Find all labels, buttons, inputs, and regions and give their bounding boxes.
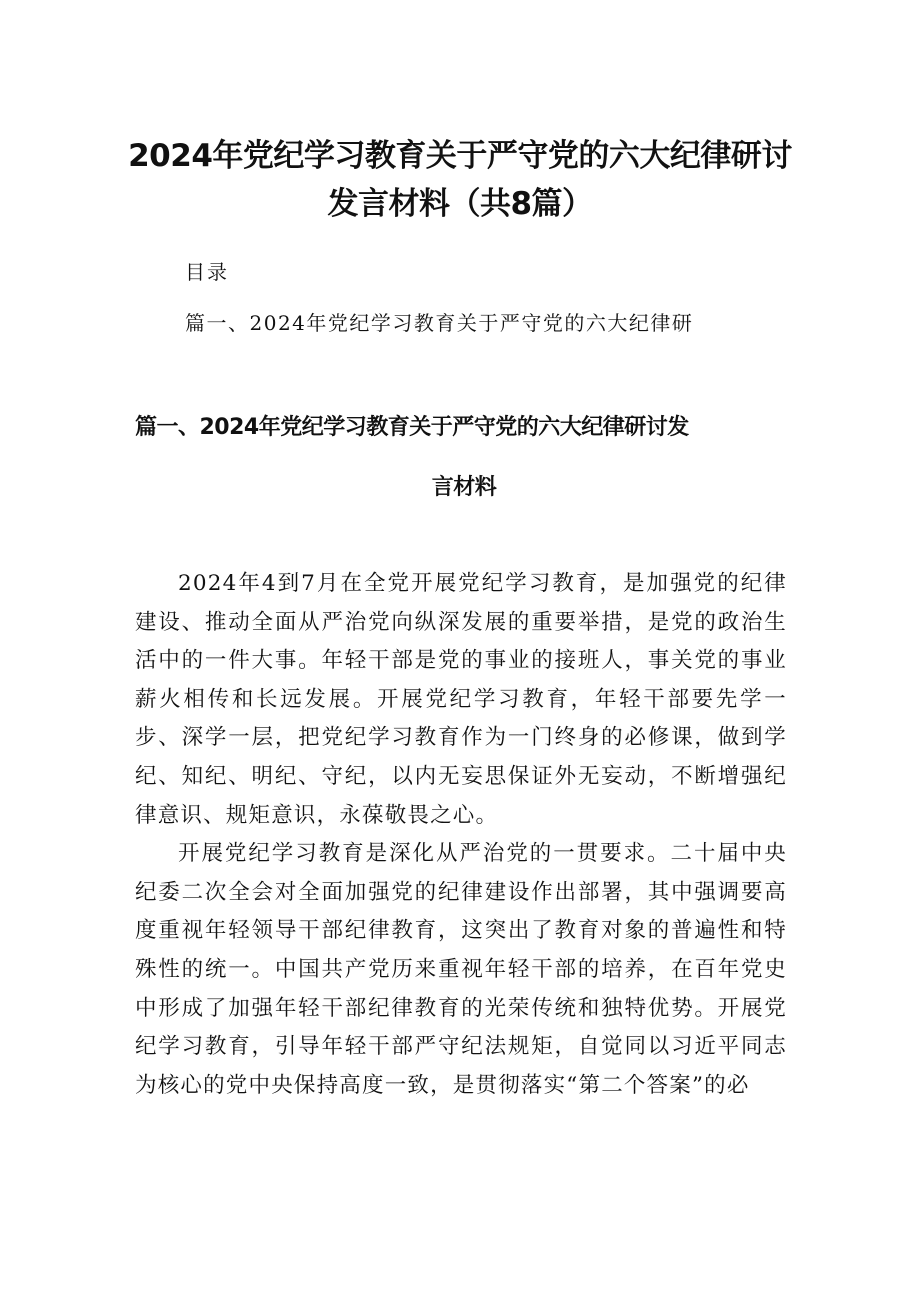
section-title-line2: 言材料 [431, 475, 497, 500]
document-body [135, 565, 787, 1105]
toc-item[interactable]: 篇一、2024年党纪学习教育关于严守党的六大纪律研 [185, 311, 694, 335]
document-title: 2024年党纪学习教育关于严守党的六大纪律研讨发言材料（共8篇） [128, 138, 792, 222]
paragraph: 开展党纪学习教育是深化从严治党的一贯要求。二十届中央纪委二次全会对全面加强党的纪律建设作出部署，其中强调要高度重视年轻领导干部纪律教育，这突出了教育对象的普遍性和特殊性的统一。中国共产党历来重视年轻干部的培养，在百年党史中形成了加强年轻干部纪律教育的光荣传统和独特优势。开展党纪学习教育，引导年轻干部严守纪法规矩，自觉同以习近平同志为核心的党中央保持高度一致，是贯彻落实“第二个答案”的必 [135, 841, 787, 1098]
section-title-line1: 篇一、2024年党纪学习教育关于严守党的六大纪律研讨发 [135, 415, 689, 440]
toc-heading: 目录 [185, 260, 229, 284]
paragraph: 2024年4到7月在全党开展党纪学习教育，是加强党的纪律建设、推动全面从严治党向纵深发展的重要举措，是党的政治生活中的一件大事。年轻干部是党的事业的接班人，事关党的事业薪火相传和长远发展。开展党纪学习教育，年轻干部要先学一步、深学一层，把党纪学习教育作为一门终身的必修课，做到学纪、知纪、明纪、守纪，以内无妄思保证外无妄动，不断增强纪律意识、规矩意识，永葆敬畏之心。 [135, 571, 787, 828]
section-title [135, 398, 785, 518]
